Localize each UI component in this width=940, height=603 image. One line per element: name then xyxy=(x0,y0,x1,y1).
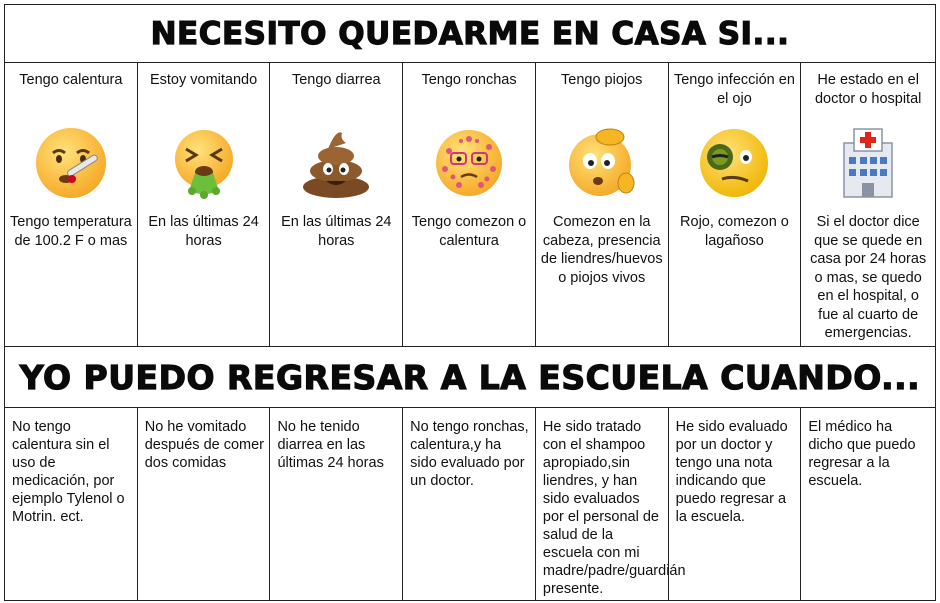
cell-description: No he tenido diarrea en las últimas 24 horas xyxy=(277,419,384,471)
cell-description: Comezon en la cabeza, presencia de liendres/huevos o piojos vivos xyxy=(540,214,663,286)
cell-heading: Estoy vomitando xyxy=(149,72,258,88)
hospital-icon xyxy=(830,125,906,201)
poop-icon xyxy=(298,125,374,201)
cell-heading: Tengo diarrea xyxy=(291,72,381,88)
return-school-cell xyxy=(403,408,536,600)
thermometer-face-icon xyxy=(33,125,109,201)
cell-heading: Tengo infección en el ojo xyxy=(673,72,795,107)
cell-heading: He estado en el doctor o hospital xyxy=(814,72,922,107)
return-school-title-bar xyxy=(5,346,935,408)
stay-home-cell-hospital xyxy=(801,63,935,346)
cell-heading: Tengo calentura xyxy=(19,72,123,88)
cell-description: Si el doctor dice que se quede en casa por 24 horas o mas, se quedo en el hospital, o fue al cuarto de emergencias. xyxy=(810,214,927,341)
stay-home-cell-lice xyxy=(536,63,669,346)
black-eye-face-icon xyxy=(696,125,772,201)
cell-description: He sido evaluado por un doctor y tengo una nota indicando que puedo regresar a la escuela. xyxy=(675,419,788,525)
return-school-cell xyxy=(138,408,271,600)
stay-home-cell-vomiting xyxy=(138,63,271,346)
return-school-cell xyxy=(5,408,138,600)
cell-description: No tengo calentura sin el uso de medicación, por ejemplo Tylenol o Motrin. ect. xyxy=(12,419,125,525)
cell-description: Tengo comezon o calentura xyxy=(411,214,527,249)
scratching-head-face-icon xyxy=(564,125,640,201)
cell-description: No tengo ronchas, calentura,y ha sido evaluado por un doctor. xyxy=(410,419,529,489)
stay-home-grid xyxy=(5,63,935,346)
return-school-cell xyxy=(669,408,802,600)
stay-home-cell-eye-infection xyxy=(669,63,802,346)
return-school-grid xyxy=(5,408,935,600)
cell-description: No he vomitado después de comer dos comidas xyxy=(144,419,265,471)
cell-description: En las últimas 24 horas xyxy=(148,214,259,249)
cell-description: El médico ha dicho que puedo regresar a la escuela. xyxy=(808,419,916,489)
stay-home-cell-fever xyxy=(5,63,138,346)
return-school-cell xyxy=(801,408,935,600)
cell-heading: Tengo piojos xyxy=(561,72,643,88)
stay-home-title: NECESITO QUEDARME EN CASA SI... xyxy=(150,15,790,52)
return-school-cell xyxy=(536,408,686,600)
rash-face-icon xyxy=(431,125,507,201)
vomiting-face-icon xyxy=(166,125,242,201)
cell-description: Rojo, comezon o lagañoso xyxy=(680,214,789,249)
flyer xyxy=(4,4,936,601)
cell-heading: Tengo ronchas xyxy=(421,72,517,88)
stay-home-cell-rash xyxy=(403,63,536,346)
cell-description: He sido tratado con el shampoo apropiado,sin liendres, y han sido evaluados por el personal de salud de la escuela con mi madre/padre/guardián presente. xyxy=(542,419,686,597)
stay-home-cell-diarrhea xyxy=(270,63,403,346)
cell-description: En las últimas 24 horas xyxy=(281,214,392,249)
return-school-title: YO PUEDO REGRESAR A LA ESCUELA CUANDO... xyxy=(19,357,921,397)
cell-description: Tengo temperatura de 100.2 F o mas xyxy=(10,214,132,249)
return-school-cell xyxy=(270,408,403,600)
stay-home-title-bar xyxy=(5,5,935,63)
